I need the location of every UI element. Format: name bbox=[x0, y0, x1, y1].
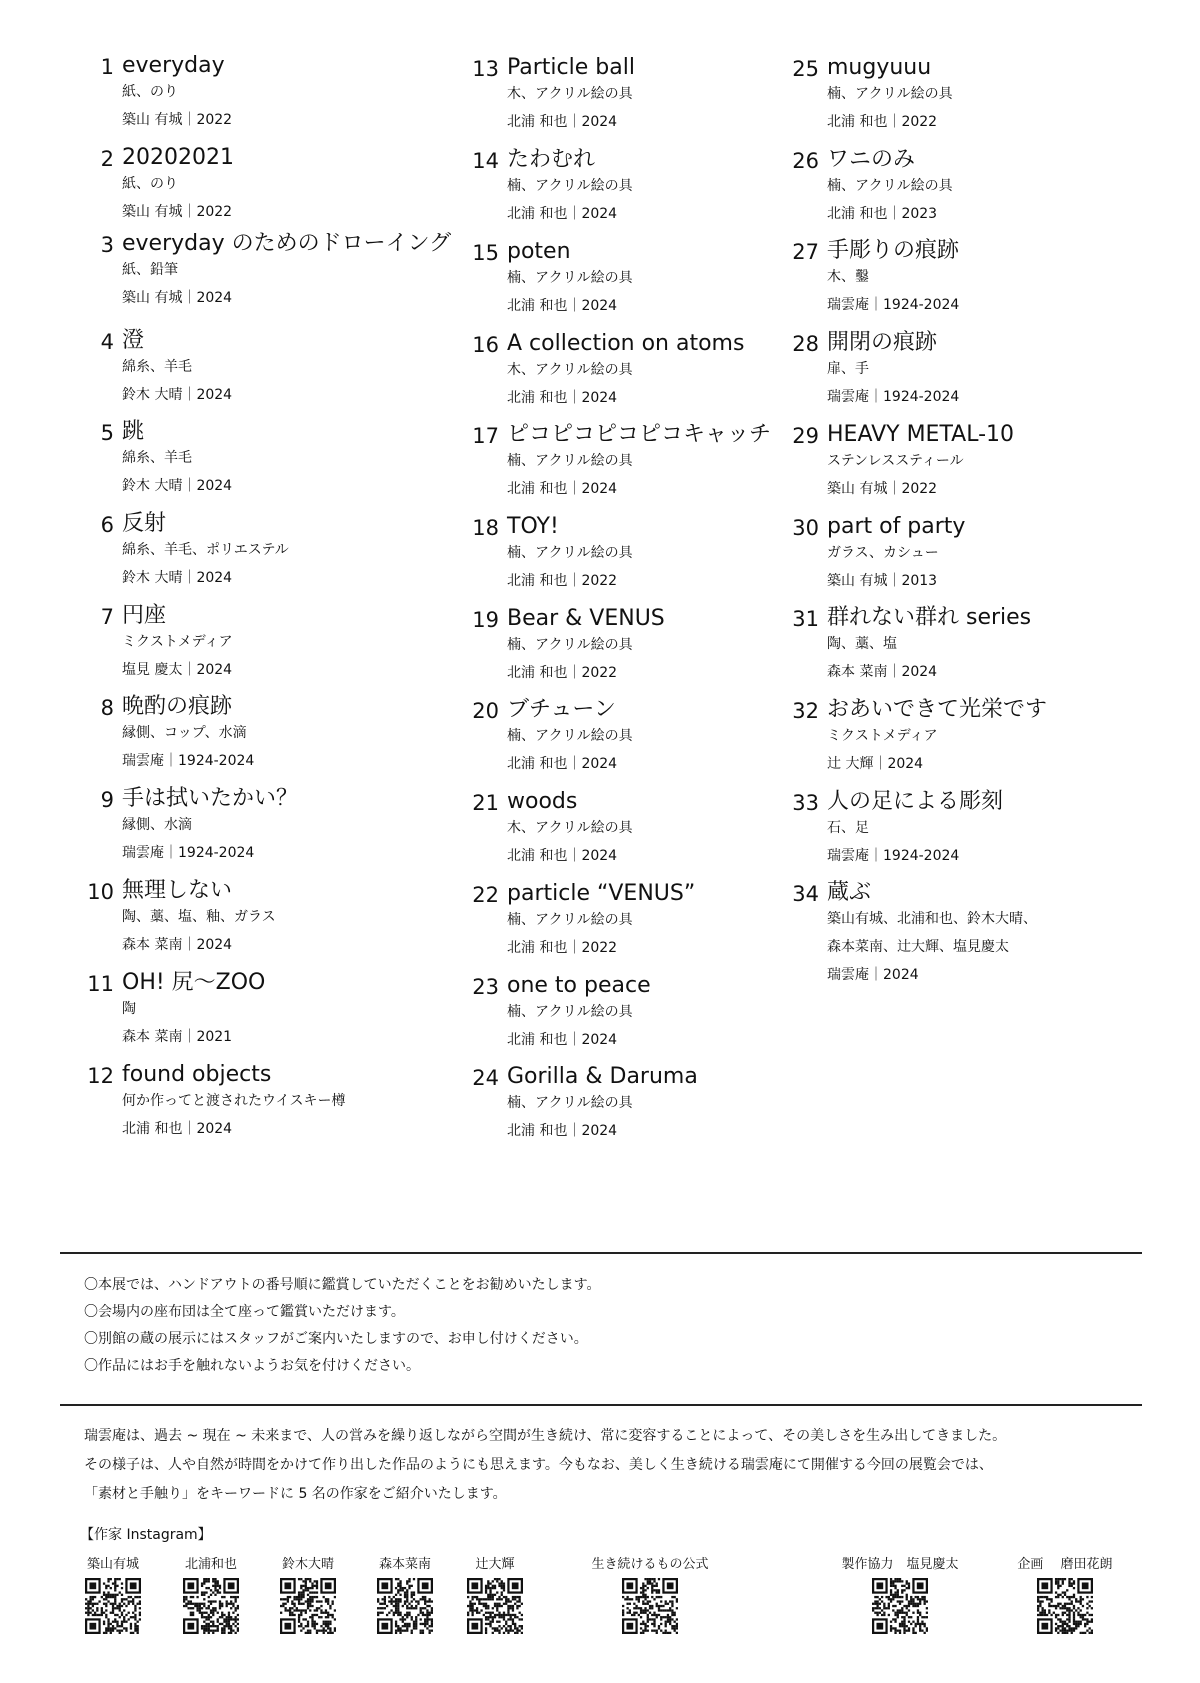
note-line: 〇本展では、ハンドアウトの番号順に鑑賞していただくことをお勧めいたします。 bbox=[84, 1277, 601, 1293]
work-number: 28 bbox=[792, 332, 819, 356]
work-credit: 瑞雲庵｜1924-2024 bbox=[827, 297, 960, 313]
work-credit: 北浦 和也｜2024 bbox=[507, 114, 618, 130]
work-number: 33 bbox=[792, 791, 819, 815]
qr-label: 鈴木大晴 bbox=[281, 1557, 334, 1572]
work-number: 4 bbox=[100, 330, 114, 354]
qr-item bbox=[460, 1556, 530, 1634]
work-materials: 陶 bbox=[122, 1001, 136, 1017]
work-title: TOY! bbox=[507, 514, 559, 539]
work-credit: 北浦 和也｜2024 bbox=[507, 481, 618, 497]
work-materials: 木、アクリル絵の具 bbox=[507, 362, 633, 378]
work-number: 27 bbox=[792, 240, 819, 264]
work-credit: 築山 有城｜2013 bbox=[827, 573, 938, 589]
work-title: ピコピコピコピコキャッチ bbox=[507, 422, 772, 447]
work-materials: 楠、アクリル絵の具 bbox=[827, 178, 953, 194]
work-credit: 北浦 和也｜2022 bbox=[507, 940, 618, 956]
work-title: Bear & VENUS bbox=[507, 606, 665, 631]
work-title: 跳 bbox=[122, 419, 145, 444]
qr-label: 築山有城 bbox=[86, 1557, 139, 1572]
work-credit: 森本 菜南｜2021 bbox=[122, 1029, 233, 1045]
intro-line: 瑞雲庵は、過去 ~ 現在 ~ 未来まで、人の営みを繰り返しながら空間が生き続け、常に変容することによって、その美しさを生み出してきました。 bbox=[84, 1428, 1007, 1444]
work-number: 14 bbox=[472, 149, 499, 173]
work-title: everyday のためのドローイング bbox=[122, 231, 452, 256]
work-materials: 木、アクリル絵の具 bbox=[507, 86, 633, 102]
work-materials: 縁側、水滴 bbox=[122, 817, 192, 833]
divider-bottom bbox=[60, 1404, 1142, 1406]
work-credit: 瑞雲庵｜1924-2024 bbox=[827, 389, 960, 405]
work-materials: 石、足 bbox=[827, 820, 869, 836]
work-credit: 鈴木 大晴｜2024 bbox=[122, 478, 233, 494]
work-materials: 楠、アクリル絵の具 bbox=[507, 545, 633, 561]
work-credit: 築山 有城｜2022 bbox=[827, 481, 938, 497]
work-number: 6 bbox=[100, 513, 114, 537]
work-number: 3 bbox=[100, 233, 114, 257]
qr-item bbox=[1000, 1556, 1130, 1634]
note-line: 〇別館の蔵の展示にはスタッフがご案内いたしますので、お申し付けください。 bbox=[84, 1331, 588, 1347]
note-line: 〇会場内の座布団は全て座って鑑賞いただけます。 bbox=[84, 1304, 405, 1320]
work-number: 11 bbox=[87, 972, 114, 996]
work-materials: 木、アクリル絵の具 bbox=[507, 820, 633, 836]
qr-label: 生き続けるもの公式 bbox=[591, 1557, 709, 1572]
work-credit: 北浦 和也｜2022 bbox=[507, 573, 618, 589]
qr-item bbox=[830, 1556, 970, 1634]
qr-item bbox=[580, 1556, 720, 1634]
work-title: 円座 bbox=[122, 603, 167, 628]
work-materials: 築山有城、北浦和也、鈴木大晴、 bbox=[827, 911, 1037, 927]
work-materials: 楠、アクリル絵の具 bbox=[507, 728, 633, 744]
work-materials: ガラス、カシュー bbox=[827, 545, 939, 561]
work-title: 手彫りの痕跡 bbox=[827, 238, 960, 263]
work-materials: 楠、アクリル絵の具 bbox=[507, 178, 633, 194]
work-materials: 楠、アクリル絵の具 bbox=[507, 453, 633, 469]
work-credit: 築山 有城｜2022 bbox=[122, 112, 233, 128]
work-title: found objects bbox=[122, 1062, 272, 1087]
work-title: mugyuuu bbox=[827, 55, 932, 80]
work-number: 16 bbox=[472, 333, 499, 357]
work-credit: 北浦 和也｜2022 bbox=[507, 665, 618, 681]
work-number: 2 bbox=[100, 147, 114, 171]
work-materials: ステンレススティール bbox=[827, 453, 964, 469]
qr-code-icon[interactable] bbox=[622, 1578, 678, 1634]
work-materials: ミクストメディア bbox=[122, 634, 233, 650]
work-number: 1 bbox=[100, 55, 114, 79]
visitor-notes bbox=[84, 1272, 600, 1380]
work-title: 群れない群れ series bbox=[827, 605, 1032, 630]
qr-label: 辻大輝 bbox=[475, 1557, 515, 1572]
work-credit: 北浦 和也｜2024 bbox=[507, 1123, 618, 1139]
work-materials: ミクストメディア bbox=[827, 728, 938, 744]
work-credit: 鈴木 大晴｜2024 bbox=[122, 387, 233, 403]
work-title: 開閉の痕跡 bbox=[827, 330, 938, 355]
work-materials: 楠、アクリル絵の具 bbox=[827, 86, 953, 102]
work-title: OH! 尻〜ZOO bbox=[122, 970, 266, 995]
work-credit: 辻 大輝｜2024 bbox=[827, 756, 924, 772]
work-number: 9 bbox=[100, 788, 114, 812]
qr-code-icon[interactable] bbox=[183, 1578, 239, 1634]
work-credit: 北浦 和也｜2024 bbox=[507, 848, 618, 864]
qr-code-icon[interactable] bbox=[467, 1578, 523, 1634]
work-number: 32 bbox=[792, 699, 819, 723]
work-credit: 北浦 和也｜2024 bbox=[507, 756, 618, 772]
work-title: part of party bbox=[827, 514, 966, 539]
work-credit: 北浦 和也｜2024 bbox=[507, 298, 618, 314]
work-credit: 瑞雲庵｜1924-2024 bbox=[122, 845, 255, 861]
work-title: 晩酌の痕跡 bbox=[122, 694, 233, 719]
work-materials: 綿糸、羊毛 bbox=[122, 359, 192, 375]
work-title: particle “VENUS” bbox=[507, 881, 696, 906]
work-number: 8 bbox=[100, 696, 114, 720]
work-credit: 鈴木 大晴｜2024 bbox=[122, 570, 233, 586]
work-number: 7 bbox=[100, 605, 114, 629]
work-title: 澄 bbox=[122, 328, 145, 353]
work-materials: 紙、のり bbox=[122, 176, 178, 192]
work-number: 21 bbox=[472, 791, 499, 815]
work-number: 26 bbox=[792, 149, 819, 173]
qr-code-icon[interactable] bbox=[280, 1578, 336, 1634]
work-materials: 楠、アクリル絵の具 bbox=[507, 637, 633, 653]
work-title: 反射 bbox=[122, 511, 167, 536]
work-credit: 築山 有城｜2022 bbox=[122, 204, 233, 220]
divider-top bbox=[60, 1252, 1142, 1254]
work-credit: 瑞雲庵｜1924-2024 bbox=[122, 753, 255, 769]
work-credit: 森本 菜南｜2024 bbox=[827, 664, 938, 680]
qr-label: 企画 磨田花朗 bbox=[1017, 1557, 1113, 1572]
work-number: 15 bbox=[472, 241, 499, 265]
note-line: 〇作品にはお手を触れないようお気を付けください。 bbox=[84, 1358, 420, 1374]
work-title: 20202021 bbox=[122, 145, 234, 170]
work-number: 20 bbox=[472, 699, 499, 723]
qr-item bbox=[370, 1556, 440, 1634]
work-credit: 北浦 和也｜2022 bbox=[827, 114, 938, 130]
work-title: woods bbox=[507, 789, 578, 814]
work-materials: 綿糸、羊毛、ポリエステル bbox=[122, 542, 289, 558]
work-credit: 北浦 和也｜2024 bbox=[507, 206, 618, 222]
work-number: 12 bbox=[87, 1064, 114, 1088]
work-number: 19 bbox=[472, 608, 499, 632]
intro-line: 「素材と手触り」をキーワードに 5 名の作家をご紹介いたします。 bbox=[84, 1486, 507, 1502]
qr-label: 製作協力 塩見慶太 bbox=[841, 1557, 959, 1572]
work-number: 22 bbox=[472, 883, 499, 907]
work-credit: 瑞雲庵｜2024 bbox=[827, 967, 919, 983]
work-materials: 陶、藁、塩、釉、ガラス bbox=[122, 909, 276, 925]
qr-code-icon[interactable] bbox=[872, 1578, 928, 1634]
work-title: 手は拭いたかい？ bbox=[122, 786, 299, 811]
work-materials: 木、鑿 bbox=[827, 269, 869, 285]
work-credit: 北浦 和也｜2023 bbox=[827, 206, 938, 222]
work-title: ワニのみ bbox=[827, 147, 916, 172]
work-title: 無理しない bbox=[122, 878, 233, 903]
work-materials: 楠、アクリル絵の具 bbox=[507, 912, 633, 928]
qr-label: 北浦和也 bbox=[184, 1557, 237, 1572]
work-number: 23 bbox=[472, 975, 499, 999]
qr-item bbox=[176, 1556, 246, 1634]
work-title: one to peace bbox=[507, 973, 651, 998]
work-credit: 森本 菜南｜2024 bbox=[122, 937, 233, 953]
work-materials-line-2: 森本菜南、辻大輝、塩見慶太 bbox=[827, 939, 1009, 955]
work-title: poten bbox=[507, 239, 571, 264]
work-number: 24 bbox=[472, 1066, 499, 1090]
qr-item bbox=[78, 1556, 148, 1634]
work-number: 10 bbox=[87, 880, 114, 904]
work-number: 30 bbox=[792, 516, 819, 540]
work-credit: 瑞雲庵｜1924-2024 bbox=[827, 848, 960, 864]
work-title: HEAVY METAL-10 bbox=[827, 422, 1015, 447]
work-credit: 築山 有城｜2024 bbox=[122, 290, 233, 306]
qr-code-icon[interactable] bbox=[85, 1578, 141, 1634]
work-materials: 綿糸、羊毛 bbox=[122, 450, 192, 466]
work-materials: 楠、アクリル絵の具 bbox=[507, 1004, 633, 1020]
work-number: 18 bbox=[472, 516, 499, 540]
work-number: 29 bbox=[792, 424, 819, 448]
exhibition-intro bbox=[84, 1422, 1006, 1509]
work-credit: 北浦 和也｜2024 bbox=[507, 390, 618, 406]
work-materials: 楠、アクリル絵の具 bbox=[507, 1095, 633, 1111]
work-title: Particle ball bbox=[507, 55, 635, 80]
work-credit: 北浦 和也｜2024 bbox=[122, 1121, 233, 1137]
work-number: 31 bbox=[792, 607, 819, 631]
instagram-heading: 【作家 Instagram】 bbox=[80, 1527, 212, 1543]
work-number: 34 bbox=[792, 882, 819, 906]
work-title: おあいできて光栄です bbox=[827, 697, 1048, 722]
work-title: A collection on atoms bbox=[507, 331, 745, 356]
work-title: 蔵ぶ bbox=[827, 880, 872, 905]
work-number: 17 bbox=[472, 424, 499, 448]
work-materials: 扉、手 bbox=[827, 361, 869, 377]
intro-line: その様子は、人や自然が時間をかけて作り出した作品のようにも思えます。今もなお、美しく生き続ける瑞雲庵にて開催する今回の展覧会では、 bbox=[84, 1457, 993, 1473]
work-title: everyday bbox=[122, 53, 225, 78]
work-credit: 塩見 慶太｜2024 bbox=[122, 662, 233, 678]
work-materials: 紙、のり bbox=[122, 84, 178, 100]
work-number: 25 bbox=[792, 57, 819, 81]
work-title: たわむれ bbox=[507, 147, 596, 172]
work-materials: 何か作ってと渡されたウイスキー樽 bbox=[122, 1093, 346, 1109]
work-title: 人の足による彫刻 bbox=[827, 789, 1004, 814]
qr-code-icon[interactable] bbox=[377, 1578, 433, 1634]
work-materials: 紙、鉛筆 bbox=[122, 262, 178, 278]
qr-code-icon[interactable] bbox=[1037, 1578, 1093, 1634]
work-materials: 楠、アクリル絵の具 bbox=[507, 270, 633, 286]
work-title: ブチューン bbox=[507, 697, 616, 722]
work-number: 5 bbox=[100, 421, 114, 445]
qr-label: 森本菜南 bbox=[378, 1557, 431, 1572]
qr-item bbox=[273, 1556, 343, 1634]
work-materials: 縁側、コップ、水滴 bbox=[122, 725, 247, 741]
work-title: Gorilla & Daruma bbox=[507, 1064, 698, 1089]
work-number: 13 bbox=[472, 57, 499, 81]
work-materials: 陶、藁、塩 bbox=[827, 636, 897, 652]
work-credit: 北浦 和也｜2024 bbox=[507, 1032, 618, 1048]
